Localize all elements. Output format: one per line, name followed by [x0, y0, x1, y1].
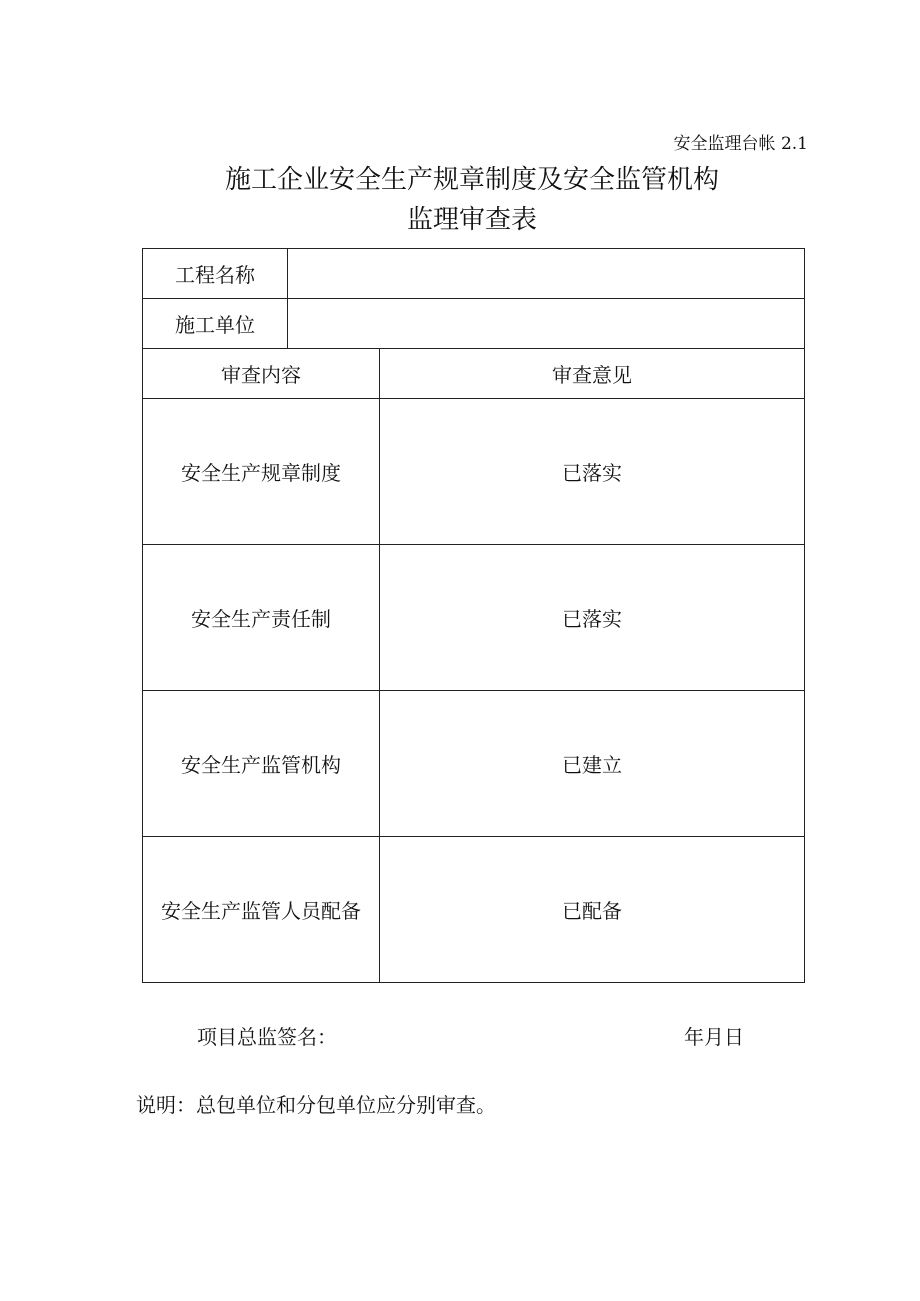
review-table [142, 248, 805, 983]
document-title-line2: 监理审查表 [406, 205, 537, 235]
table-header-row [143, 349, 805, 399]
table-row [143, 399, 805, 545]
contractor-row [143, 299, 805, 349]
table-row [143, 691, 805, 837]
table-row [143, 545, 805, 691]
review-item-opinion: 已配备 [380, 837, 805, 983]
review-item-content: 安全生产规章制度 [143, 399, 380, 545]
date-label: 年月日 [684, 1025, 744, 1049]
review-item-content: 安全生产监管人员配备 [143, 837, 380, 983]
ledger-number: 安全监理台帐 2.1 [673, 134, 808, 154]
document-title-line1: 施工企业安全生产规章制度及安全监管机构 [224, 165, 719, 195]
review-item-opinion: 已落实 [380, 399, 805, 545]
contractor-value[interactable] [288, 299, 805, 349]
contractor-label: 施工单位 [143, 299, 288, 349]
project-name-value[interactable] [288, 249, 805, 299]
project-name-row [143, 249, 805, 299]
review-item-opinion: 已落实 [380, 545, 805, 691]
review-item-opinion: 已建立 [380, 691, 805, 837]
header-review-content: 审查内容 [143, 349, 380, 399]
review-item-content: 安全生产监管机构 [143, 691, 380, 837]
project-name-label: 工程名称 [143, 249, 288, 299]
supervisor-signature-label: 项目总监签名： [197, 1025, 337, 1049]
header-review-opinion: 审查意见 [380, 349, 805, 399]
table-row [143, 837, 805, 983]
explanation-note: 说明：总包单位和分包单位应分别审查。 [136, 1093, 496, 1117]
review-item-content: 安全生产责任制 [143, 545, 380, 691]
